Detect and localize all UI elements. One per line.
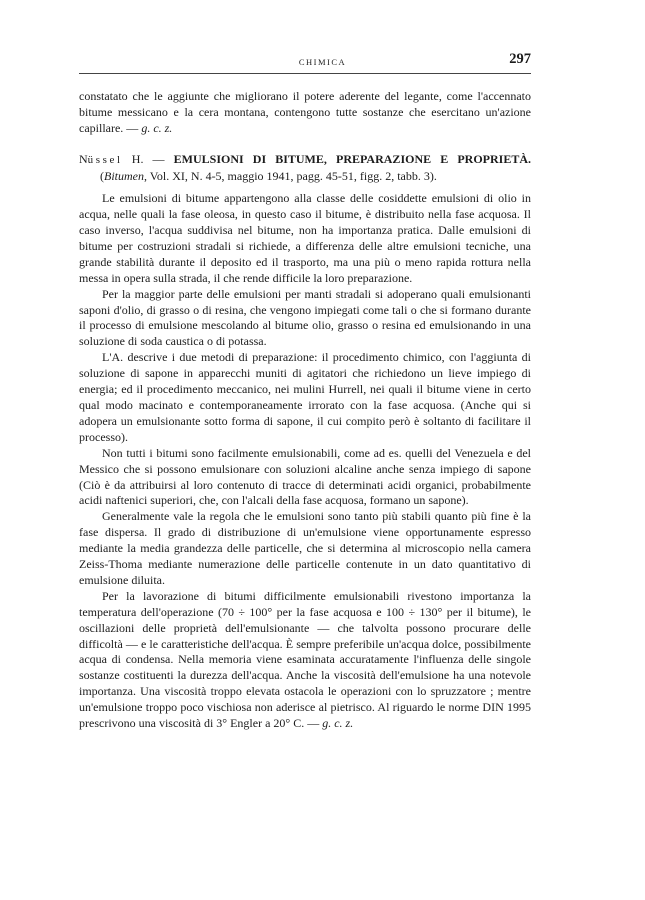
entry-title: EMULSIONI DI BITUME, PREPARAZIONE E PROPRIETÀ. (173, 152, 531, 166)
header-rule (79, 73, 531, 74)
abstract-entry (79, 152, 531, 732)
paragraph-5: Generalmente vale la regola che le emulsioni sono tanto più stabili quanto più fine è la fase dispersa. Il grado di distribuzione di un'emulsione viene opportunamente espresso mediante la media grandezza delle particelle, che si determina al microscopio nella camera Zeiss-Thoma mediante numerazione delle particelle contenute in un dato quantitativo di emulsione diluita. (79, 509, 531, 587)
paragraph-6-text: Per la lavorazione di bitumi difficilmente emulsionabili rivestono importanza la temperatura dell'operazione (70 ÷ 100° per la fase acquosa e 100 ÷ 130° per il bitume), le oscillazioni delle proprietà dell'emulsionante — che talvolta possono procurare delle difficoltà — e le caratteristiche dell'acqua. È sempre preferibile un'acqua dolce, possibilmente acqua di condensa. Nella memoria viene esaminata accuratamente l'influenza delle singole sostanze costituenti la durezza dell'acqua. Anche la viscosità dell'emulsione ha una notevole importanza. Una viscosità troppo elevata ostacola le operazioni con lo spruzzatore ; mentre un'emulsione troppo poco vischiosa non aderisce al pietrisco. Al riguardo le norme DIN 1995 prescrivono una viscosità di 3° Engler a 20° C. — (79, 588, 531, 731)
paragraph-1: Le emulsioni di bitume appartengono alla classe delle cosiddette emulsioni di olio in acqua, nelle quali la fase oleosa, in questo caso il bitume, è distribuito nella fase acquosa. Il caso inverso, l'acqua suddivisa nel bitume, non ha importanza pratica. Dalle emulsioni di bitume per costruzioni stradali si richiede, a differenza delle altre emulsioni tecniche, una grande stabilità durante il deposito ed il trasporto, ma una più o meno rapida rottura nella messa in opera sulla strada, il che rende difficile la loro preparazione. (79, 191, 531, 285)
previous-abstract-body: constatato che le aggiunte che migliorano il potere aderente del legante, come l'accennato bitume messicano e la cera montana, contengono tutte sostanze che esercitano un'azione capillare. — (79, 89, 531, 135)
entry-source: Bitumen (104, 168, 144, 183)
running-header: CHIMICA (298, 57, 347, 67)
paragraph-4: Non tutti i bitumi sono facilmente emulsionabili, come ad es. quelli del Venezuela e del Messico che si possono emulsionare con soluzioni alcaline anche senza impiego di sapone (Ciò è da attribuirsi al loro contenuto di tracce di determinati acidi organici, probabilmente acidi naftenici superiori, che, con l'alcali della fase acquosa, formano un sapone). (79, 445, 531, 508)
author-initials: H. — (122, 152, 174, 166)
author-initial: N (79, 152, 88, 166)
previous-abstract-signature: g. c. z. (141, 120, 173, 135)
entry-heading (79, 152, 531, 184)
paragraph-3: L'A. descrive i due metodi di preparazione: il procedimento chimico, con l'aggiunta di soluzione di sapone in apparecchi muniti di agitatori che richiedono un lieve impiego di energia; ed il procedimento meccanico, nei mulini Hurrell, nei quali il bitume viene in certo qual modo macinato e contemporaneamente irrorato con la fase acquosa. (Anche qui si adopera un emulsionante sotto forma di sapone, il cui compito però è soltanto di facilitare il processo). (79, 350, 531, 444)
author-surname: üssel (87, 154, 123, 166)
paragraph-2: Per la maggior parte delle emulsioni per manti stradali si adoperano quali emulsionanti saponi d'olio, di grasso o di resina, che vengono impiegati come tali o che si formano durante il processo di emulsione mescolando al bitume olio, grasso o resina ed emulsionando in una soluzione di soda caustica o di potassa. (79, 286, 531, 349)
entry-signature: g. c. z. (322, 716, 354, 731)
paragraph-6 (79, 589, 531, 732)
previous-abstract-end (79, 89, 531, 137)
page-number: 297 (509, 51, 531, 67)
entry-open-paren: ( (100, 168, 104, 183)
entry-citation: , Vol. XI, N. 4-5, maggio 1941, pagg. 45-51, figg. 2, tabb. 3). (144, 168, 437, 183)
previous-abstract-text (79, 89, 531, 137)
